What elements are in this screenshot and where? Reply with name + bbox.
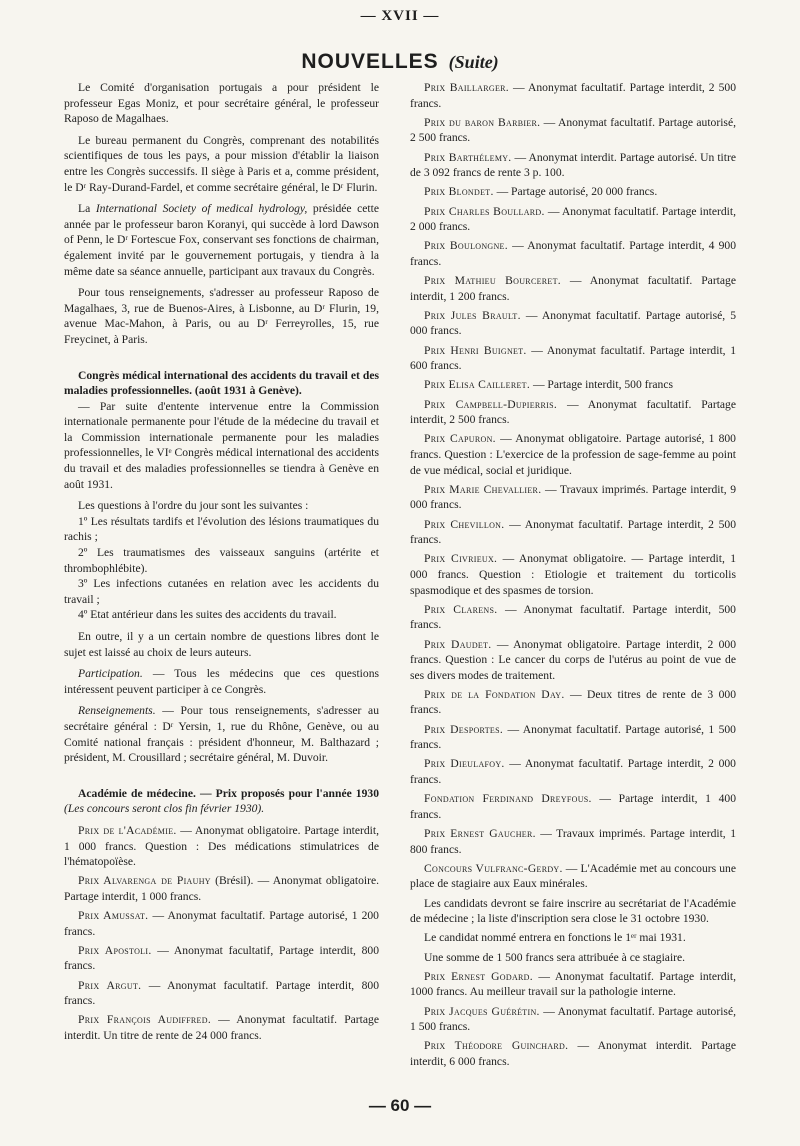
prize-name: Prix Théodore Guinchard. <box>424 1039 569 1053</box>
prize-text: — Partage interdit, 1 400 francs. <box>410 792 736 821</box>
prize-text: — Anonymat facultatif. Partage interdit, 2 000 francs. <box>410 204 736 234</box>
prize-name: Prix Desportes. <box>424 722 504 736</box>
prize-entry <box>410 80 736 111</box>
prize-entry <box>410 377 736 393</box>
prize-text: — Anonymat facultatif. Partage interdit, 4 900 francs. <box>410 239 736 268</box>
prize-name: Prix Henri Buignet. <box>424 343 527 357</box>
congres-title: Congrès médical international des accidents du travail et des maladies professionnelles. (août 1931 à Genève). <box>64 368 379 398</box>
prize-text: — Anonymat facultatif. Partage interdit. Un titre de rente de 24 000 francs. <box>64 1013 379 1043</box>
paragraph-renseignements-congres <box>64 703 379 765</box>
prize-name: Fondation Ferdinand Dreyfous. <box>424 792 592 806</box>
prize-name: Prix Amussat. <box>78 909 149 923</box>
prize-name: Prix Campbell-Dupierris. <box>424 397 558 411</box>
prize-text: — Anonymat facultatif. Partage autorisé, 2 500 francs. <box>410 115 736 145</box>
prize-entry <box>410 308 736 339</box>
prize-name: Prix du baron Barbier. <box>424 115 541 129</box>
prize-entry <box>64 1012 379 1043</box>
prize-entry <box>410 969 736 1000</box>
prize-entry <box>410 637 736 684</box>
prize-entry <box>410 602 736 633</box>
prize-text: — Anonymat interdit. Partage autorisé. Un titre de 3 092 francs de rente 3 p. 100. <box>410 150 736 180</box>
prize-name: Prix Alvarenga de Piauhy <box>78 874 211 888</box>
prize-text: — Anonymat facultatif. Partage interdit, 2 500 francs. <box>410 517 736 547</box>
prize-text: — Anonymat facultatif. Partage interdit, 2 500 francs. <box>410 81 737 110</box>
prize-entry <box>410 431 736 478</box>
prize-text: — Anonymat facultatif. Partage interdit, 800 francs. <box>64 978 379 1008</box>
prize-entry <box>410 1004 736 1035</box>
renseignements-label: Renseignements. <box>78 704 156 718</box>
page-number: — 60 — <box>368 1096 432 1115</box>
prize-text: — Anonymat facultatif. Partage interdit, 1 200 francs. <box>410 274 736 303</box>
academie-heading <box>64 786 379 817</box>
prize-text: — Anonymat facultatif. Partage autorisé, 5 000 francs. <box>410 308 736 338</box>
prize-entry <box>410 204 736 235</box>
prize-entry <box>410 551 736 598</box>
prize-name: Prix Jules Brault. <box>424 308 521 322</box>
prize-entry <box>410 517 736 548</box>
prize-name: Prix de la Fondation Day. <box>424 687 565 701</box>
society-name: International Society of medical hydrology, <box>95 202 308 216</box>
prize-name: Prix Barthélemy. <box>424 150 512 164</box>
renseignements-text: — Pour tous renseignements, s'adresser au secrétaire général : Dʳ Yersin, 1, rue du Rhône, Genève, ou au Comité national français : président d'honneur, M. Balthazard ; président, M. Crousillard ; secrétaire général, M. Duvoir. <box>64 704 379 765</box>
prize-text: — Anonymat facultatif. Partage interdit, 2 000 francs. <box>410 757 736 787</box>
society-rest: présidée cette année par le professeur baron Koranyi, qui succède à lord Dawson of Penn, le Dʳ Fortescue Fox, conservant ses fonctions de chairman, également invité par le gouvernement portugais, y tiendra à la même date sa séance annuelle, participant aux travaux du Congrès. <box>64 202 379 278</box>
prize-text: — Anonymat facultatif. Partage interdit, 500 francs. <box>410 602 736 632</box>
prize-name: Prix Baillarger. <box>424 81 509 94</box>
prize-entry <box>64 873 379 904</box>
prize-name: Concours Vulfranc-Gerdy. <box>424 861 563 875</box>
prize-name: Prix Daudet. <box>424 637 492 651</box>
paragraph-congres: — Par suite d'entente intervenue entre la Commission internationale permanente pour l'étude de la médecine du travail et la Commission internationale permanente pour les maladies professionnelles, le VIᵉ Congrès médical international des accidents du travail et des maladies professionnelles se tiendra à Genève en août 1931. <box>64 399 379 491</box>
prize-name: Prix Charles Boullard. <box>424 204 545 218</box>
prize-text: — Anonymat facultatif. Partage autorisé, 1 500 francs. <box>410 722 736 752</box>
prize-name: Prix Apostoli. <box>78 943 152 957</box>
prize-entry <box>410 861 736 892</box>
prize-entry <box>410 184 736 200</box>
prize-name: Prix de l'Académie. <box>78 823 177 837</box>
academie-title: Académie de médecine. — Prix proposés pour l'année 1930 <box>78 786 379 800</box>
right-column <box>410 80 736 1073</box>
prize-text: — Travaux imprimés. Partage interdit, 9 000 francs. <box>410 482 736 512</box>
prize-entry <box>410 482 736 513</box>
questions-intro: Les questions à l'ordre du jour sont les suivantes : <box>78 499 309 513</box>
prize-name: Prix Clarens. <box>424 602 498 616</box>
prize-entry <box>64 978 379 1009</box>
prize-name: Prix Chevillon. <box>424 517 505 531</box>
prize-name: Prix Boulongne. <box>424 239 508 253</box>
prize-entry <box>410 273 736 304</box>
participation-label: Participation. <box>78 667 143 681</box>
paragraph-outre: En outre, il y a un certain nombre de questions libres dont le sujet est laissé au choix de leurs auteurs. <box>64 630 379 659</box>
prize-entry <box>410 343 736 374</box>
prize-name: Prix Ernest Gaucher. <box>424 827 536 840</box>
prize-text: — Anonymat facultatif. Partage autorisé, 1 200 francs. <box>64 909 379 938</box>
paragraph-somme: Une somme de 1 500 francs sera attribuée à ce stagiaire. <box>424 950 686 964</box>
prize-name: Prix Civrieux. <box>424 552 498 566</box>
prize-text: — Anonymat obligatoire. Partage interdit, 1 000 francs. Question : Des médications stimulatrices de l'hématopoïèse. <box>64 823 379 869</box>
prize-name: Prix Blondet. <box>424 185 494 199</box>
prize-entry <box>64 943 379 974</box>
paragraph-renseignements: Pour tous renseignements, s'adresser au professeur Raposo de Magalhaes, 3, rue de Buenos-Aires, à Lisbonne, au Dʳ Flurin, 19, avenue Mac-Mahon, à Paris, ou au Dʳ Ferreyrolles, 15, rue Freycinet, à Paris. <box>64 286 379 346</box>
paragraph-candidats: Les candidats devront se faire inscrire au secrétariat de l'Académie de médecine ; la liste d'inscription sera close le 31 octobre 1930. <box>410 896 736 926</box>
prize-text: — Anonymat facultatif. Partage interdit, 2 500 francs. <box>410 397 737 427</box>
prize-entry <box>64 823 379 870</box>
prize-name: Prix Dieulafoy. <box>424 757 505 771</box>
participation-text: — Tous les médecins que ces questions intéressent peuvent participer à ce Congrès. <box>64 667 379 696</box>
prize-text: — Anonymat obligatoire. Partage interdit, 2 000 francs. Question : Le cancer du corps de l'utérus au point de vue de ses divers modes de traitement. <box>410 637 737 682</box>
prize-entry <box>410 791 736 822</box>
prize-entry <box>410 397 736 428</box>
prize-name: Prix Ernest Godard. <box>424 969 533 983</box>
society-lead: La <box>78 202 91 216</box>
prize-name: Prix Mathieu Bourceret. <box>424 274 561 288</box>
spacer <box>64 772 379 786</box>
question-1: 1º Les résultats tardifs et l'évolution des lésions traumatiques du rachis ; <box>64 514 379 544</box>
prize-text: — Anonymat facultatif. Partage interdit, 1 600 francs. <box>410 343 736 373</box>
left-column <box>64 80 379 1047</box>
prize-entry <box>410 826 736 857</box>
roman-page-number: — XVII — <box>360 8 440 24</box>
prize-text: (Brésil). — Anonymat obligatoire. Partage interdit, 1 000 francs. <box>64 874 380 903</box>
prize-name: Prix Capuron. <box>424 432 496 446</box>
question-4: 4º Etat antérieur dans les suites des accidents du travail. <box>78 608 337 622</box>
prize-entry <box>410 1038 736 1069</box>
prize-entry <box>410 238 736 269</box>
prize-text: — Anonymat obligatoire. — Partage interdit, 1 000 francs. Question : Etiologie et traitement du torticolis spasmodique et des spasmes de torsion. <box>410 552 736 597</box>
prize-name: Prix Elisa Cailleret. <box>424 378 531 392</box>
prize-entry <box>410 115 736 146</box>
prize-text: — Partage interdit, 500 francs <box>532 378 673 392</box>
prize-entry <box>410 687 736 718</box>
prize-text: — Travaux imprimés. Partage interdit, 1 800 francs. <box>410 827 736 856</box>
title-suite: (Suite) <box>448 52 499 72</box>
academie-note: (Les concours seront clos fin février 1930). <box>64 802 265 816</box>
prize-text: — L'Académie met au concours une place de stagiaire aux Eaux minérales. <box>410 861 736 891</box>
prize-entry <box>410 150 736 181</box>
paragraph-bureau: Le bureau permanent du Congrès, comprenant des notabilités scientifiques de tous les pays, a pour mission d'établir la liaison entre les Congrès successifs. Il siège à Paris et a, comme président, le Dʳ Ray-Durand-Fardel, et comme secrétaire général, le Dʳ Flurin. <box>64 133 379 194</box>
left-prize-list <box>64 823 379 1044</box>
paragraph-fonctions: Le candidat nommé entrera en fonctions le 1ᵉʳ mai 1931. <box>424 931 686 945</box>
prize-entry <box>410 756 736 787</box>
spacer <box>64 354 379 368</box>
prize-text: — Anonymat obligatoire. Partage autorisé, 1 800 francs. Question : L'exercice de la profession de sage-femme au point de vue médical, social et juridique. <box>410 432 736 477</box>
prize-text: — Anonymat facultatif. Partage autorisé, 1 500 francs. <box>410 1004 736 1034</box>
paragraph-participation <box>64 666 379 697</box>
question-3: 3º Les infections cutanées en relation avec les accidents du travail ; <box>64 577 379 606</box>
prize-name: Prix Jacques Guérétin. <box>424 1004 540 1018</box>
prize-name: Prix François Audiffred. <box>78 1013 212 1027</box>
prize-name: Prix Argut. <box>78 978 142 992</box>
right-prize-list-2 <box>410 969 736 1070</box>
section-title <box>0 50 800 74</box>
congres-heading <box>64 368 379 399</box>
prize-name: Prix Marie Chevallier. <box>424 482 542 496</box>
paragraph-society <box>64 201 379 279</box>
prize-text: — Partage autorisé, 20 000 francs. <box>496 185 658 199</box>
prize-entry <box>64 908 379 939</box>
prize-entry <box>410 722 736 753</box>
prize-text: — Anonymat facultatif, Partage interdit, 800 francs. <box>64 943 380 973</box>
paragraph-comite: Le Comité d'organisation portugais a pour président le professeur Egas Moniz, et pour secrétaire général, le professeur Raposo de Magalhaes. <box>64 81 379 126</box>
prize-text: — Anonymat facultatif. Partage interdit, 1000 francs. Au meilleur travail sur la pathologie interne. <box>410 969 736 999</box>
right-prize-list <box>410 80 736 892</box>
question-2: 2º Les traumatismes des vaisseaux sanguins (artérite et thrombophlébite). <box>64 546 379 575</box>
title-main: NOUVELLES <box>301 50 439 73</box>
prize-text: — Deux titres de rente de 3 000 francs. <box>410 687 737 717</box>
prize-text: — Anonymat interdit. Partage interdit, 6 000 francs. <box>410 1039 736 1068</box>
